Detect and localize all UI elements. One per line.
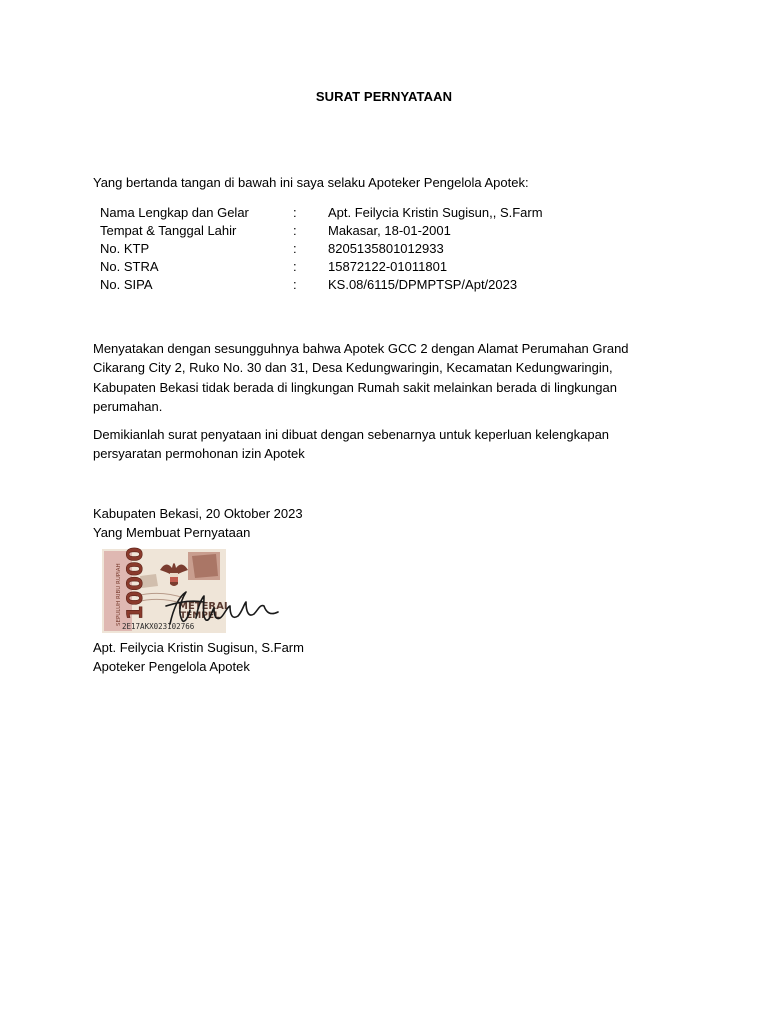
meterai-stamp-with-signature	[100, 546, 298, 636]
paragraph-line: Demikianlah surat penyataan ini dibuat dengan sebenarnya untuk keperluan kelengkapan	[93, 427, 610, 442]
stamp-label-line2: TEMPEL	[180, 611, 220, 621]
field-separator: :	[293, 205, 297, 220]
stamp-serial: 2E17AKX023102766	[122, 622, 195, 631]
field-value: Apt. Feilycia Kristin Sugisun,, S.Farm	[328, 205, 543, 220]
identity-table	[100, 204, 660, 294]
signer-block	[93, 638, 304, 676]
field-value: Makasar, 18-01-2001	[328, 223, 451, 238]
field-label: No. SIPA	[100, 277, 153, 292]
field-separator: :	[293, 223, 297, 238]
paragraph-line: perumahan.	[93, 398, 163, 414]
intro-text: Yang bertanda tangan di bawah ini saya selaku Apoteker Pengelola Apotek:	[93, 175, 529, 190]
field-separator: :	[293, 277, 297, 292]
stamp-denomination: 10000	[123, 546, 147, 620]
paragraph-line: Cikarang City 2, Ruko No. 30 dan 31, Desa Kedungwaringin, Kecamatan Kedungwaringin,	[93, 360, 613, 376]
field-label: No. KTP	[100, 241, 150, 256]
signer-role: Apoteker Pengelola Apotek	[93, 659, 250, 674]
signature-header	[93, 504, 303, 542]
place-date: Kabupaten Bekasi, 20 Oktober 2023	[93, 506, 303, 521]
field-label: No. STRA	[100, 259, 159, 274]
closing-paragraph	[93, 425, 678, 464]
document-title: SURAT PERNYATAAN	[315, 89, 453, 104]
signer-name: Apt. Feilycia Kristin Sugisun, S.Farm	[93, 640, 304, 655]
field-row-stra	[100, 258, 660, 276]
field-row-birth	[100, 222, 660, 240]
field-label: Tempat & Tanggal Lahir	[100, 223, 237, 238]
paragraph-line: Kabupaten Bekasi tidak berada di lingkungan Rumah sakit melainkan berada di lingkungan	[93, 379, 617, 395]
field-value: 15872122-01011801	[328, 259, 448, 274]
stamp-side-text: SEPULUH RIBU RUPIAH	[116, 563, 122, 626]
field-label: Nama Lengkap dan Gelar	[100, 205, 249, 220]
field-value: KS.08/6115/DPMPTSP/Apt/2023	[328, 277, 518, 292]
field-row-name	[100, 204, 660, 222]
field-separator: :	[293, 241, 297, 256]
field-value: 8205135801012933	[328, 241, 444, 256]
paragraph-line: Menyatakan dengan sesungguhnya bahwa Apotek GCC 2 dengan Alamat Perumahan Grand	[93, 341, 629, 356]
maker-label: Yang Membuat Pernyataan	[93, 525, 251, 540]
statement-paragraph	[93, 339, 678, 416]
stamp-label-line1: METERAI	[178, 601, 228, 612]
field-row-sipa	[100, 276, 660, 294]
field-separator: :	[293, 259, 297, 274]
paragraph-line: persyaratan permohonan izin Apotek	[93, 446, 305, 462]
field-row-ktp	[100, 240, 660, 258]
